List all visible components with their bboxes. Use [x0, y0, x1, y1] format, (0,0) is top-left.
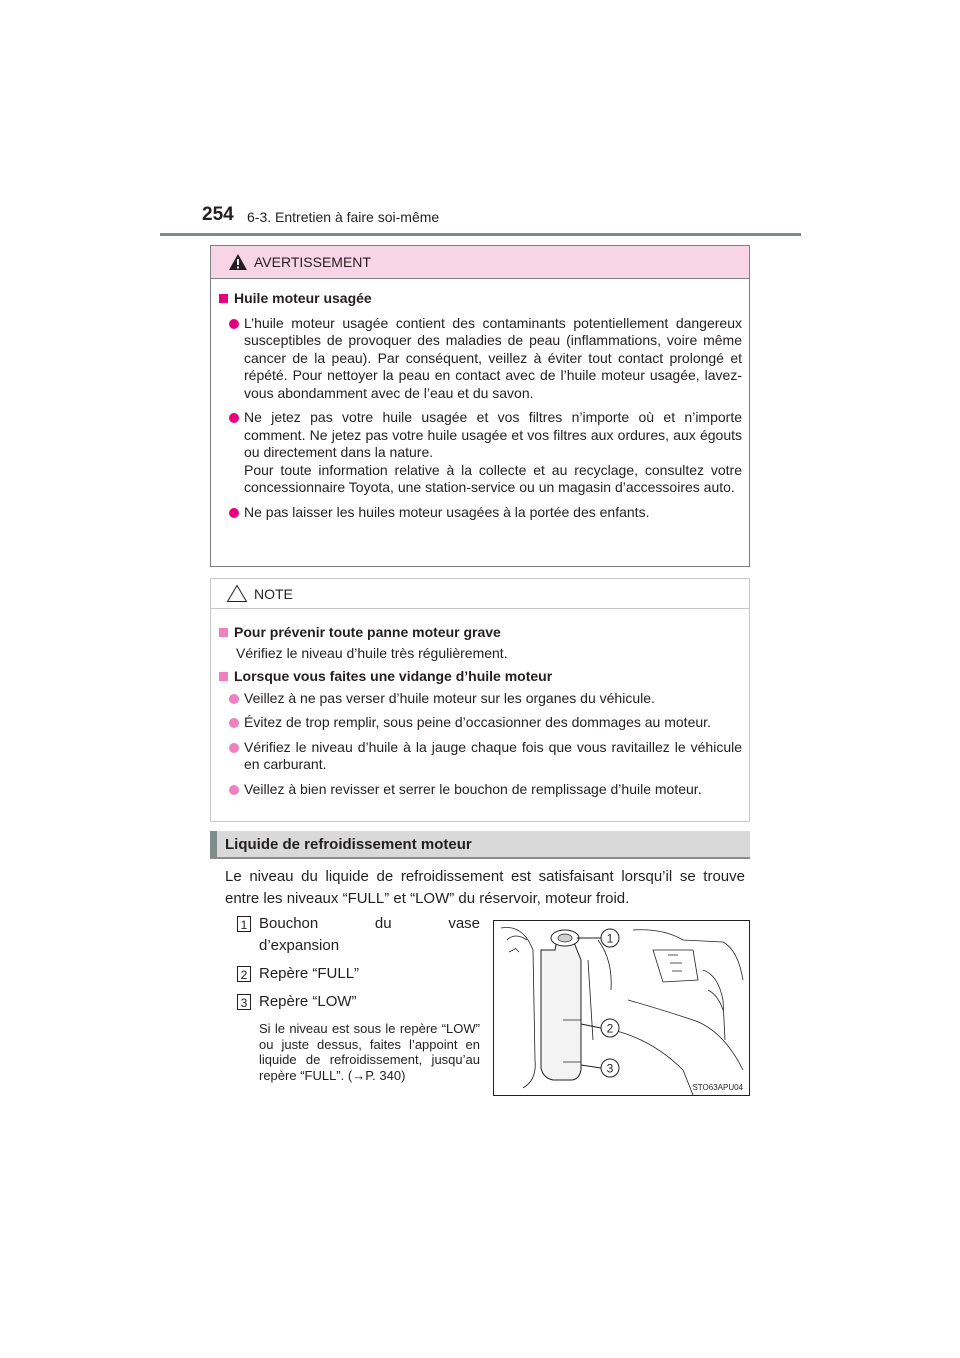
- header-accent-bar: [210, 831, 217, 857]
- list-item: Vérifiez le niveau d’huile à la jauge chaque fois que vous ravitaillez le véhicule en carburant.: [219, 739, 742, 774]
- note-item-title: Pour prévenir toute panne moteur grave: [219, 624, 742, 642]
- coolant-intro: Le niveau du liquide de refroidissement est satisfaisant lorsqu’il se trouve entre les niveaux “FULL” et “LOW” du réservoir, moteur froid.: [225, 868, 745, 907]
- list-item: Ne jetez pas votre huile usagée et vos filtres n’importe où et n’importe comment. Ne jetez pas votre huile usagée et vos filtres aux ordures, aux égouts ou directement dans la nature. Pour toute information relative à la collecte et au recyclage, consultez votre concessionnaire Toyota, une station-service ou un magasin d’accessoires auto.: [219, 409, 742, 497]
- dot-bullet-icon: [229, 694, 239, 704]
- diagram-label-3: 3: [606, 1061, 614, 1076]
- list-item: L’huile moteur usagée contient des contaminants potentiellement dangereux susceptibles de provoquer des maladies de peau (inflammations, voire même cancer de la peau). Par conséquent, veillez à éviter tout contact prolongé et répété. Pour nettoyer la peau en contact avec de l’huile moteur usagée, lavez-vous abondamment avec de l’eau et du savon.: [219, 315, 742, 403]
- coolant-section-header: [210, 831, 750, 859]
- list-item: Veillez à ne pas verser d’huile moteur sur les organes du véhicule.: [219, 690, 742, 708]
- dot-bullet-icon: [229, 718, 239, 728]
- diagram-code: STO63APU04: [692, 1083, 743, 1092]
- engine-coolant-diagram: [493, 920, 750, 1096]
- section-title: 6-3. Entretien à faire soi-même: [247, 209, 440, 225]
- warning-triangle-icon: [228, 253, 248, 271]
- caution-triangle-icon: [226, 584, 248, 603]
- note-text: Vérifiez le niveau d’huile très régulièrement.: [236, 644, 508, 661]
- callout-number: 2: [237, 966, 251, 982]
- dot-bullet-icon: [229, 413, 239, 423]
- warning-item-title: Huile moteur usagée: [219, 290, 742, 308]
- callout-number: 3: [237, 994, 251, 1010]
- note-header: [211, 579, 749, 609]
- warning-header: [211, 246, 749, 279]
- coolant-heading: Liquide de refroidissement moteur: [225, 836, 472, 853]
- callout-number: 1: [237, 916, 251, 932]
- callout-list: [237, 913, 480, 1083]
- dot-bullet-icon: [229, 743, 239, 753]
- list-item: Évitez de trop remplir, sous peine d’occasionner des dommages au moteur.: [219, 714, 742, 732]
- page-number: 254: [202, 204, 234, 225]
- square-bullet-icon: [219, 294, 228, 303]
- callout-item: 1 Bouchon du vase d’expansion: [237, 913, 480, 957]
- callout-item: 2 Repère “FULL”: [237, 963, 480, 985]
- coolant-small-note: Si le niveau est sous le repère “LOW” ou juste dessus, faites l’appoint en liquide de refroidissement, jusqu’au repère “FULL”. (→P. 340): [259, 1021, 480, 1083]
- dot-bullet-icon: [229, 508, 239, 518]
- reservoir-tank: [541, 930, 581, 1080]
- diagram-label-1: 1: [606, 931, 614, 946]
- callout-item: 3 Repère “LOW”: [237, 991, 480, 1013]
- list-item: Ne pas laisser les huiles moteur usagées à la portée des enfants.: [219, 504, 742, 522]
- square-bullet-icon: [219, 628, 228, 637]
- warning-box: [210, 245, 750, 567]
- diagram-label-2: 2: [606, 1021, 614, 1036]
- note-item-title: Lorsque vous faites une vidange d’huile moteur: [219, 668, 742, 686]
- header-rule: [160, 233, 801, 236]
- note-label: NOTE: [254, 585, 293, 602]
- list-item: Veillez à bien revisser et serrer le bouchon de remplissage d’huile moteur.: [219, 781, 742, 799]
- square-bullet-icon: [219, 672, 228, 681]
- dot-bullet-icon: [229, 319, 239, 329]
- warning-label: AVERTISSEMENT: [254, 254, 371, 270]
- dot-bullet-icon: [229, 785, 239, 795]
- note-box: [210, 578, 750, 822]
